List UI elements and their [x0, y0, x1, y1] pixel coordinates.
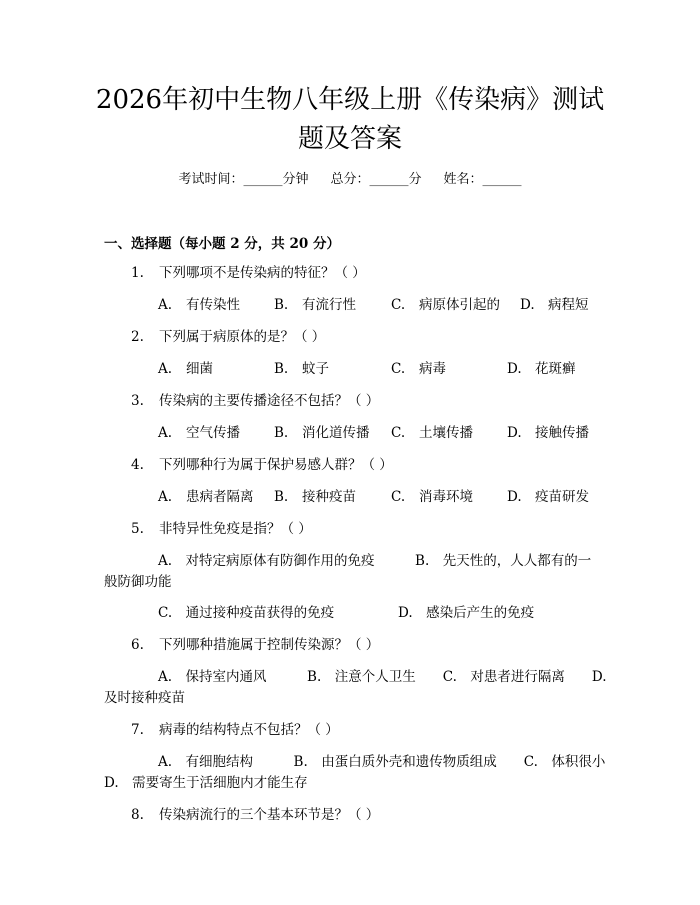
question-number: 8. [131, 807, 144, 823]
question-6 [131, 633, 379, 653]
option-a: A. 有传染性 [158, 297, 240, 313]
option-d: D. 疫苗研发 [507, 489, 589, 505]
question-7-options-line2: D. 需要寄生于活细胞内才能生存 [104, 775, 308, 791]
question-2 [131, 325, 325, 345]
question-5-option-d: D. 感染后产生的免疫 [398, 605, 535, 621]
option-a: A. 患病者隔离 [158, 489, 254, 505]
question-text: 下列哪种行为属于保护易感人群？（ ） [159, 457, 393, 473]
question-1 [131, 261, 366, 281]
question-7-options-line1: A. 有细胞结构 B. 由蛋白质外壳和遗传物质组成 C. 体积很小 [158, 754, 606, 770]
option-b: B. 接种疫苗 [274, 489, 356, 505]
question-number: 2. [131, 329, 144, 345]
page-title-line2: 题及答案 [297, 124, 402, 154]
question-8 [131, 803, 379, 823]
option-b: B. 蚊子 [274, 361, 329, 377]
option-b: B. 消化道传播 [274, 425, 370, 441]
question-number: 1. [131, 265, 144, 281]
option-a: A. 空气传播 [158, 425, 240, 441]
question-6-options-line2: 及时接种疫苗 [104, 690, 185, 706]
option-d: D. 接触传播 [507, 425, 589, 441]
question-number: 5. [131, 521, 144, 537]
question-text: 传染病流行的三个基本环节是？（ ） [159, 807, 380, 823]
option-c: C. 土壤传播 [391, 425, 473, 441]
question-text: 下列哪项不是传染病的特征？（ ） [159, 265, 366, 281]
question-5 [131, 517, 312, 537]
question-7 [131, 718, 339, 738]
exam-meta [0, 168, 700, 187]
question-number: 7. [131, 722, 144, 738]
question-5-options-line1: A. 对特定病原体有防御作用的免疫 B. 先天性的，人人都有的一 [158, 553, 592, 569]
option-c: C. 消毒环境 [391, 489, 473, 505]
question-text: 下列哪种措施属于控制传染源？（ ） [159, 637, 380, 653]
option-c: C. 病原体引起的 [391, 297, 500, 313]
option-a: A. 细菌 [158, 361, 213, 377]
exam-time-label: 考试时间：______分钟 [178, 172, 309, 187]
option-c: C. 病毒 [391, 361, 446, 377]
question-5-options-line2: 般防御功能 [104, 574, 172, 590]
total-score-label: 总分：______分 [330, 172, 422, 187]
page-title-line1: 2026年初中生物八年级上册《传染病》测试 [95, 85, 605, 115]
question-text: 病毒的结构特点不包括？（ ） [159, 722, 339, 738]
question-3 [131, 389, 379, 409]
option-d: D. 花斑癣 [507, 361, 576, 377]
question-6-options-line1: A. 保持室内通风 B. 注意个人卫生 C. 对患者进行隔离 D. [158, 669, 607, 685]
option-d: D. 病程短 [520, 297, 589, 313]
question-text: 传染病的主要传播途径不包括？（ ） [159, 393, 380, 409]
question-text: 非特异性免疫是指？（ ） [159, 521, 312, 537]
question-4 [131, 453, 393, 473]
section-heading: 一、选择题（每小题 2 分，共 20 分） [104, 236, 340, 252]
student-name-label: 姓名：______ [443, 172, 522, 187]
question-number: 6. [131, 637, 144, 653]
question-number: 3. [131, 393, 144, 409]
question-text: 下列属于病原体的是？（ ） [159, 329, 326, 345]
question-5-option-c: C. 通过接种疫苗获得的免疫 [158, 605, 335, 621]
option-b: B. 有流行性 [274, 297, 356, 313]
question-number: 4. [131, 457, 144, 473]
